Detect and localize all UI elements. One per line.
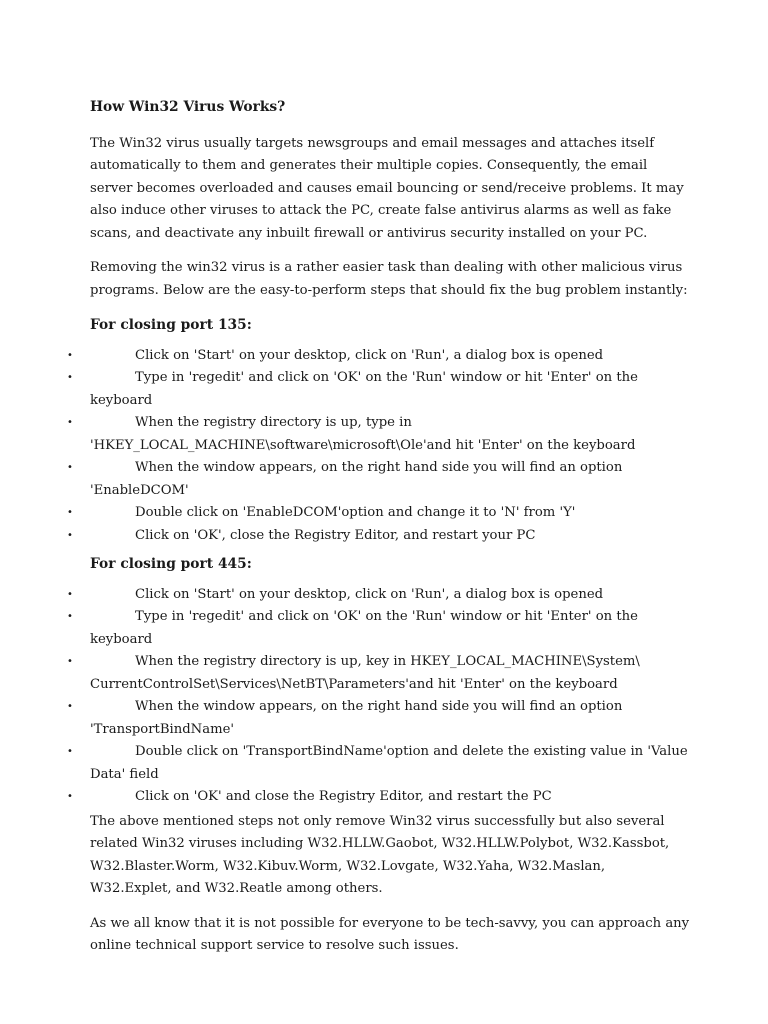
list-item — [67, 651, 690, 696]
step-text: Click on 'Start' on your desktop, click on 'Run', a dialog box is opened — [135, 586, 604, 602]
outro-paragraph: As we all know that it is not possible for everyone to be tech-savvy, you can approach any online technical support service to resolve such issues. — [90, 915, 690, 953]
document-page — [67, 96, 690, 970]
list-item — [67, 696, 690, 741]
bullet-icon: • — [67, 417, 73, 428]
bullet-icon: • — [67, 611, 73, 622]
outro-paragraph: The above mentioned steps not only remove Win32 virus successfully but also several related Win32 viruses including W32.HLLW.Gaobot, W32.HLLW.Polybot, W32.Kassbot, W32.Blaster.Worm, W32.Kibuv.Worm, W32.Lovgate, W32.Yaha, W32.Maslan, W32.Explet, and W32.Reatle among others. — [90, 813, 670, 896]
bullet-icon: • — [67, 656, 73, 667]
step-text: When the window appears, on the right hand side you will find an option 'EnableDCOM' — [90, 460, 623, 498]
step-text: Double click on 'EnableDCOM'option and change it to 'N' from 'Y' — [135, 505, 576, 520]
section-title-port-135: For closing port 135: — [90, 317, 252, 333]
step-text: Click on 'OK', close the Registry Editor, and restart your PC — [135, 527, 536, 543]
section-title-port-445: For closing port 445: — [90, 556, 252, 572]
list-item — [67, 584, 690, 607]
page-title: How Win32 Virus Works? — [90, 99, 286, 115]
intro-paragraph: Removing the win32 virus is a rather easier task than dealing with other malicious virus programs. Below are the easy-to-perform steps that should fix the bug problem instantly: — [90, 260, 688, 298]
intro-paragraph: The Win32 virus usually targets newsgroups and email messages and attaches itself automatically to them and generates their multiple copies. Consequently, the email server becomes overloaded and causes email bouncing or send/receive problems. It may also induce other viruses to attack the PC, create false antivirus alarms as well as fake scans, and deactivate any inbuilt firewall or antivirus security installed on your PC. — [90, 135, 684, 241]
list-item — [67, 345, 690, 368]
bullet-icon: • — [67, 791, 73, 802]
bullet-icon: • — [67, 529, 73, 541]
bullet-icon: • — [67, 349, 73, 361]
step-text: When the registry directory is up, type in 'HKEY_LOCAL_MACHINE\software\microsoft\Ole'and hit 'Enter' on the keyboard — [90, 415, 636, 453]
step-text: Type in 'regedit' and click on 'OK' on the 'Run' window or hit 'Enter' on the keyboard — [90, 609, 638, 647]
step-text: When the registry directory is up, key in HKEY_LOCAL_MACHINE\System\ CurrentControlSet\Services\NetBT\Parameters'and hit 'Enter' on the keyboard — [90, 654, 640, 692]
bullet-icon: • — [67, 462, 73, 473]
list-item — [67, 525, 690, 548]
list-item — [67, 606, 690, 651]
list-item — [67, 741, 690, 786]
list-item — [67, 502, 690, 525]
step-text: Click on 'Start' on your desktop, click on 'Run', a dialog box is opened — [135, 347, 604, 363]
step-text: When the window appears, on the right hand side you will find an option 'TransportBindName' — [90, 699, 623, 737]
step-text: Double click on 'TransportBindName'option and delete the existing value in 'Value Data' field — [90, 744, 688, 782]
list-item — [67, 412, 690, 457]
port-135-steps — [67, 345, 690, 548]
port-445-steps — [67, 584, 690, 809]
list-item — [67, 786, 690, 809]
bullet-icon: • — [67, 507, 73, 518]
step-text: Click on 'OK' and close the Registry Editor, and restart the PC — [135, 789, 552, 804]
list-item — [67, 367, 690, 412]
list-item — [67, 457, 690, 502]
bullet-icon: • — [67, 701, 73, 712]
step-text: Type in 'regedit' and click on 'OK' on the 'Run' window or hit 'Enter' on the keyboard — [90, 370, 638, 408]
bullet-icon: • — [67, 746, 73, 757]
bullet-icon: • — [67, 372, 73, 383]
bullet-icon: • — [67, 588, 73, 600]
